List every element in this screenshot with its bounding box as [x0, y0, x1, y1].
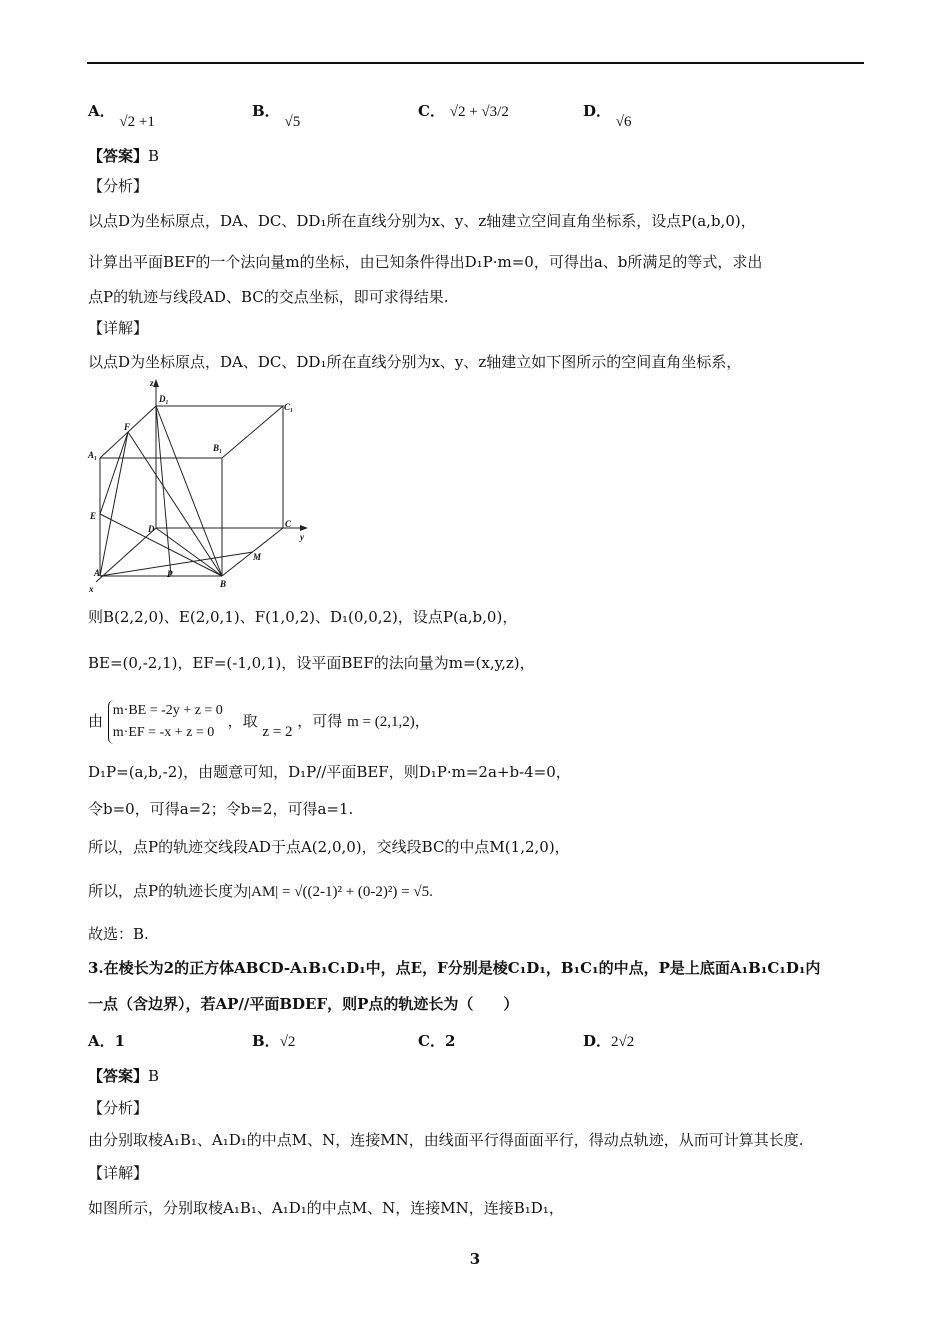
q3-analysis-tag: 【分析】 [88, 1099, 149, 1117]
label-c1: C₁ [284, 402, 294, 412]
segment-d1p [156, 406, 171, 576]
q2-analysis-line-3: 点P的轨迹与线段AD、BC的交点坐标，即可求得结果. [88, 288, 449, 306]
q3-answer: 【答案】B [88, 1067, 160, 1085]
label-y: y [300, 532, 304, 542]
q2-step-7: 所以，点P的轨迹长度为|AM| = √((2-1)² + (0-2)²) = √5. [88, 882, 433, 900]
header-rule [87, 62, 864, 64]
label-d: D [148, 524, 155, 534]
y-arrow [300, 525, 308, 531]
label-e: E [90, 511, 97, 521]
q3-stem-line-1: 3.在棱长为2的正方体ABCD-A₁B₁C₁D₁中，点E，F分别是棱C₁D₁，B₁C₁的中点，P是上底面A₁B₁C₁D₁内 [88, 959, 821, 977]
x-axis [96, 528, 156, 582]
label-m: M [253, 552, 262, 562]
q2-step-1: 则B(2,2,0)、E(2,0,1)、F(1,0,2)、D₁(0,0,2)，设点P(a,b,0)， [88, 608, 518, 626]
q2-detail-line-1: 以点D为坐标原点，DA、DC、DD₁所在直线分别为x、y、z轴建立如下图所示的空间直角坐标系， [88, 353, 742, 371]
q3-detail-tag: 【详解】 [88, 1164, 149, 1182]
cube-top-face [100, 406, 283, 458]
q3-option-a: A．1 [88, 1032, 126, 1050]
q2-option-c: C． √2 + √3/2 [418, 102, 509, 120]
q2-analysis-line-1: 以点D为坐标原点，DA、DC、DD₁所在直线分别为x、y、z轴建立空间直角坐标系，设点P(a,b,0)， [88, 212, 756, 230]
q3-analysis-line-1: 由分别取棱A₁B₁、A₁D₁的中点M、N，连接MN，由线面平行得面面平行，得动点轨迹，从而可计算其长度. [88, 1131, 804, 1149]
q3-stem-line-2: 一点（含边界），若AP//平面BDEF，则P点的轨迹长为（ ） [88, 995, 519, 1013]
q2-analysis-tag: 【分析】 [88, 177, 149, 195]
q3-option-d: D．2√2 [583, 1032, 635, 1050]
q2-answer: 【答案】B [88, 147, 160, 165]
label-z: z [150, 378, 154, 388]
q2-step-2: BE=(0,-2,1)，EF=(-1,0,1)，设平面BEF的法向量为m=(x,y,z)， [88, 654, 535, 672]
label-f: F [124, 422, 131, 432]
label-d1: D₁ [159, 394, 169, 404]
q2-detail-tag: 【详解】 [88, 319, 149, 337]
label-a: A [94, 568, 101, 578]
label-b: B [220, 579, 227, 589]
q2-step-3: 由 m·BE = -2y + z = 0 m·EF = -x + z = 0 ，取 z = 2 ，可得 m = (2,1,2)， [88, 700, 430, 744]
segment-am [100, 552, 253, 576]
label-c: C [285, 519, 292, 529]
q2-step-4: D₁P=(a,b,-2)，由题意可知，D₁P//平面BEF，则D₁P·m=2a+b-4=0， [88, 763, 571, 781]
label-p: P [167, 569, 173, 579]
q2-option-d: D． √6 [583, 102, 632, 130]
q2-analysis-line-2: 计算出平面BEF的一个法向量m的坐标，由已知条件得出D₁P·m=0，可得出a、b所满足的等式，求出 [88, 253, 763, 271]
q3-option-c: C．2 [418, 1032, 456, 1050]
q2-option-a: A． √2 +1 [88, 102, 155, 130]
label-x: x [89, 584, 94, 594]
q2-option-b: B． √5 [252, 102, 301, 130]
q2-conclusion: 故选：B. [88, 925, 149, 943]
equation-system: m·BE = -2y + z = 0 m·EF = -x + z = 0 [108, 700, 223, 744]
segment-db [156, 528, 222, 576]
page-number: 3 [469, 1250, 481, 1268]
label-a1: A₁ [88, 450, 98, 460]
q2-step-6: 所以，点P的轨迹交线段AD于点A(2,0,0)，交线段BC的中点M(1,2,0)， [88, 838, 570, 856]
q3-option-b: B．√2 [252, 1032, 296, 1050]
label-b1: B₁ [213, 443, 223, 453]
z-arrow [153, 379, 159, 387]
q2-step-5: 令b=0，可得a=2；令b=2，可得a=1. [88, 800, 354, 818]
segment-d1b [156, 406, 222, 576]
q3-detail-line-1: 如图所示，分别取棱A₁B₁、A₁D₁的中点M、N，连接MN，连接B₁D₁， [88, 1199, 564, 1217]
cube-coordinate-figure [86, 376, 318, 596]
